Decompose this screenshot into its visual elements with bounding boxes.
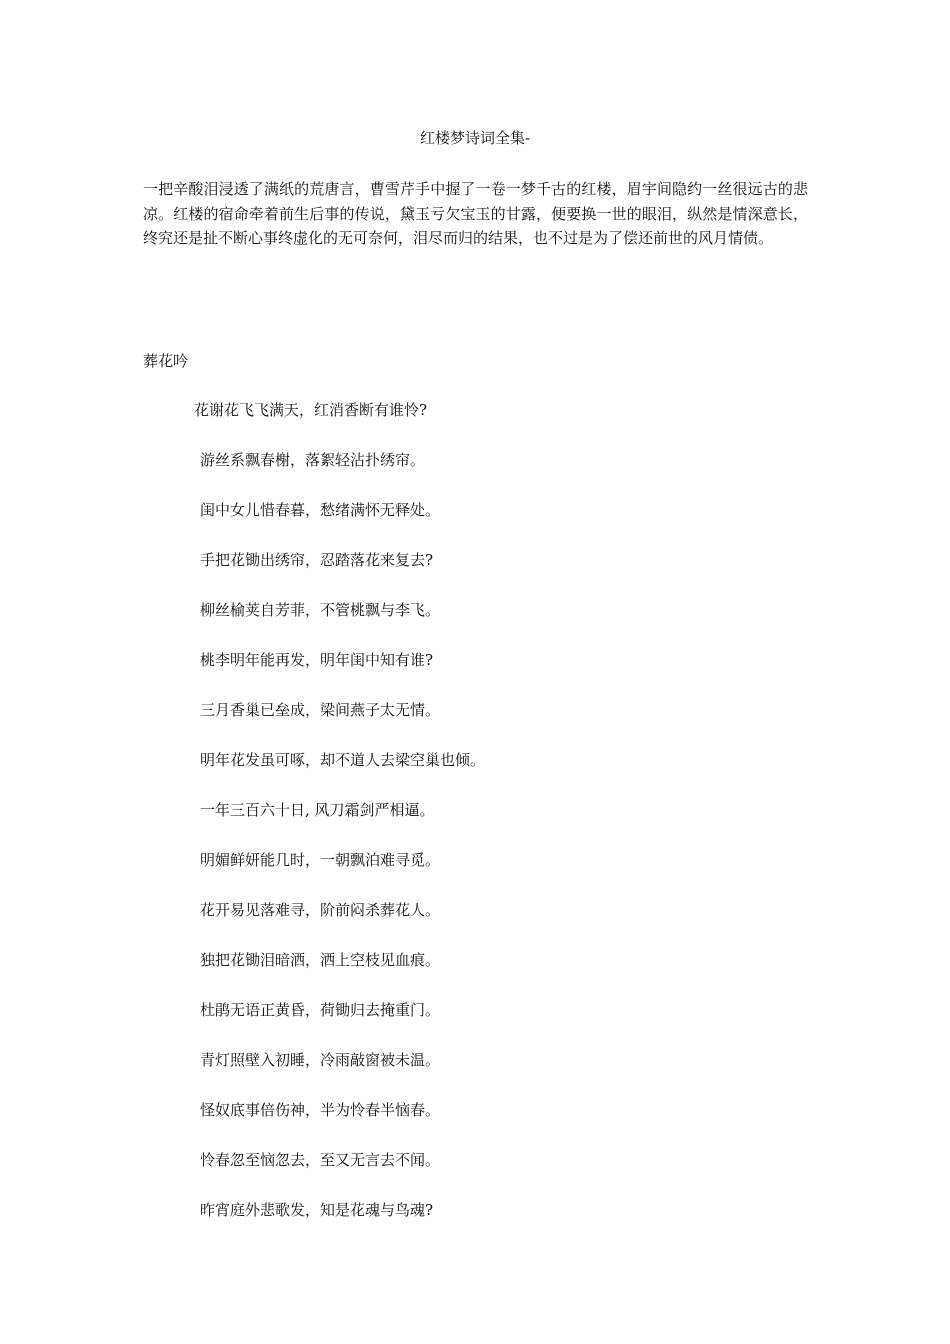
poem-line: 花开易见落难寻，阶前闷杀葬花人。 <box>200 901 441 919</box>
poem-title: 葬花吟 <box>143 352 189 370</box>
poem-line: 独把花锄泪暗洒，洒上空枝见血痕。 <box>200 951 441 969</box>
poem-line: 怜春忽至恼忽去，至又无言去不闻。 <box>200 1151 441 1169</box>
poem-line: 明年花发虽可啄，却不道人去梁空巢也倾。 <box>200 751 486 769</box>
poem-line: 青灯照壁入初睡，冷雨敲窗被未温。 <box>200 1051 441 1069</box>
poem-line: 花谢花飞飞满天，红消香断有谁怜? <box>194 401 428 419</box>
intro-paragraph: 一把辛酸泪浸透了满纸的荒唐言，曹雪芹手中握了一卷一梦千古的红楼，眉宇间隐约一丝很远古的悲凉。红楼的宿命牵着前生后事的传说，黛玉亏欠宝玉的甘露，便要换一世的眼泪，纵然是情深意长，终究还是扯不断心事终虚化的无可奈何，泪尽而归的结果，也不过是为了偿还前世的风月情债。 <box>143 180 808 247</box>
poem-line: 明媚鲜妍能几时，一朝飘泊难寻觅。 <box>200 851 441 869</box>
document-title: 红楼梦诗词全集- <box>419 129 531 147</box>
poem-lines <box>0 399 950 1249</box>
poem-line: 手把花锄出绣帘，忍踏落花来复去? <box>200 551 434 569</box>
poem-line: 昨宵庭外悲歌发，知是花魂与鸟魂? <box>200 1201 434 1219</box>
poem-line: 柳丝榆荚自芳菲，不管桃飘与李飞。 <box>200 601 441 619</box>
poem-line: 怪奴底事倍伤神，半为怜春半恼春。 <box>200 1101 441 1119</box>
poem-line: 闺中女儿惜春暮，愁绪满怀无释处。 <box>200 501 441 519</box>
poem-line: 杜鹃无语正黄昏，荷锄归去掩重门。 <box>200 1001 441 1019</box>
poem-line: 桃李明年能再发，明年闺中知有谁? <box>200 651 434 669</box>
poem-line: 游丝系飘春榭，落絮轻沾扑绣帘。 <box>200 451 426 469</box>
poem-line: 一年三百六十日, 风刀霜剑严相逼。 <box>200 801 435 819</box>
poem-line: 三月香巢已垒成，梁间燕子太无情。 <box>200 701 441 719</box>
